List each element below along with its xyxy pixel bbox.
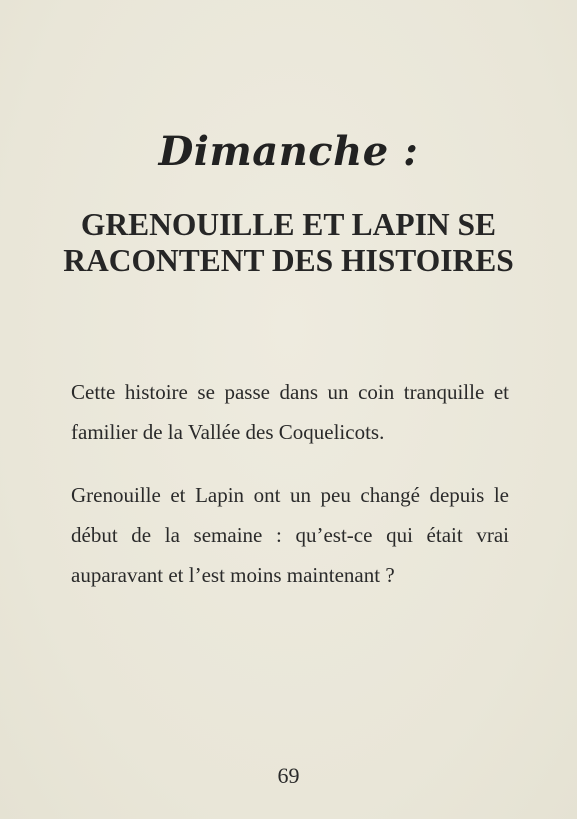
story-title: GRENOUILLE ET LAPIN SE RACONTENT DES HISTOIRES [63, 207, 514, 278]
story-paragraph-question: Grenouille et Lapin ont un peu changé depuis le début de la semaine : qu’est-ce qui était vrai auparavant et l’est moins maintenant ? [71, 483, 509, 587]
story-paragraph-intro: Cette histoire se passe dans un coin tranquille et familier de la Vallée des Coquelicots. [71, 380, 509, 444]
page-number: 69 [277, 763, 300, 788]
day-title: Dimanche : [158, 128, 419, 175]
